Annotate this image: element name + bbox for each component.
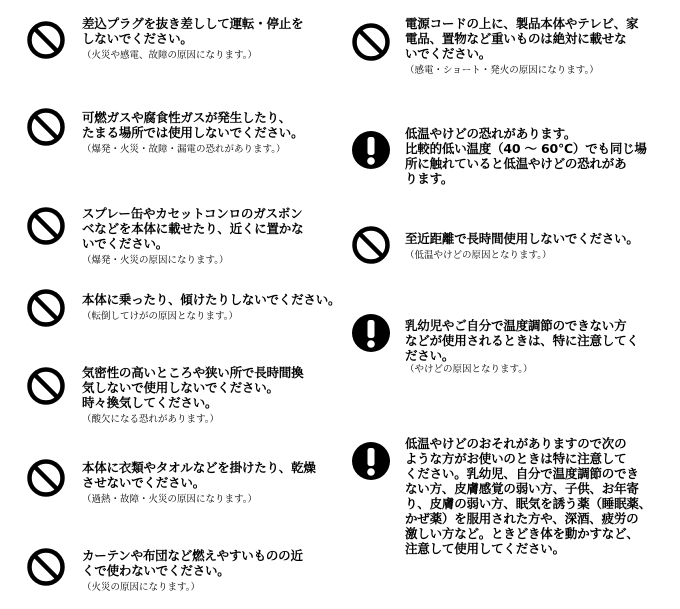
warning-text: スプレー缶やカセットコンロのガスボン ベなどを本体に載せたり、近くに置かな いでください。: [82, 206, 304, 251]
warning-note: （転倒してけがの原因となります。）: [82, 311, 238, 322]
prohibition-icon: [351, 225, 391, 265]
warning-text: 本体に乗ったり、傾けたりしないでください。: [82, 292, 341, 307]
warning-text: 乳幼児やご自分で温度調節のできない方 などが使用されるときは、特に注意してく ださい。: [405, 318, 639, 363]
warning-text: 本体に衣類やタオルなどを掛けたり、乾燥 させないでください。: [82, 460, 316, 490]
prohibition-icon: [26, 20, 66, 60]
prohibition-icon: [26, 366, 66, 406]
warning-text: 可燃ガスや腐食性ガスが発生したり、 たまる場所では使用しないでください。: [82, 110, 304, 140]
warning-note: （酸欠になる恐れがあります。）: [82, 414, 219, 425]
warning-note: （やけどの原因となります。）: [405, 364, 533, 375]
warning-note: （爆発・火災・故障・漏電の恐れがあります。）: [82, 144, 286, 155]
warning-note: （爆発・火災の原因になります。）: [82, 255, 229, 266]
prohibition-icon: [26, 206, 66, 246]
warning-note: （感電・ショート・発火の原因になります。）: [405, 65, 599, 76]
mandatory-caution-icon: [351, 130, 391, 170]
warning-note: （過熱・故障・火災の原因になります。）: [82, 494, 257, 505]
warning-note: （火災の原因になります。）: [82, 582, 200, 593]
warning-text: 差込プラグを抜き差しして運転・停止を しないでください。: [82, 16, 304, 46]
warning-text: 低温やけどのおそれがありますので次の ような方がお使いのときは特に注意して ください。乳幼児、自分で温度調節のでき ない方、皮膚感覚の弱い方、子供、お年寄 り、皮膚の弱い方、眠気を誘う薬（睡眠薬、 かぜ薬）を服用された方や、深酒、疲労の 激しい方など。ときどき体を動かすなど、 注意して使用してください。: [405, 436, 652, 556]
warning-text: 気密性の高いところや狭い所で長時間換 気しないで使用しないでください。 時々換気してください。: [82, 365, 304, 410]
warning-note: （火災や感電、故障の原因になります。）: [82, 50, 257, 61]
mandatory-caution-icon: [351, 313, 391, 353]
prohibition-icon: [26, 458, 66, 498]
warning-text: 至近距離で長時間使用しないでください。: [405, 231, 639, 246]
warning-text: カーテンや布団など燃えやすいものの近 くで使わないでください。: [82, 548, 303, 578]
mandatory-caution-icon: [351, 441, 391, 481]
warning-note: （低温やけどの原因となります。）: [405, 250, 552, 261]
warning-text: 低温やけどの恐れがあります。 比較的低い温度（40 〜 60℃）でも同じ場 所に触れていると低温やけどの恐れがあ ります。: [405, 126, 647, 186]
prohibition-icon: [26, 547, 66, 587]
prohibition-icon: [351, 22, 391, 62]
warning-text: 電源コードの上に、製品本体やテレビ、家 電品、置物など重いものは絶対に載せな いでください。: [405, 16, 639, 61]
prohibition-icon: [26, 107, 66, 147]
prohibition-icon: [26, 288, 66, 328]
